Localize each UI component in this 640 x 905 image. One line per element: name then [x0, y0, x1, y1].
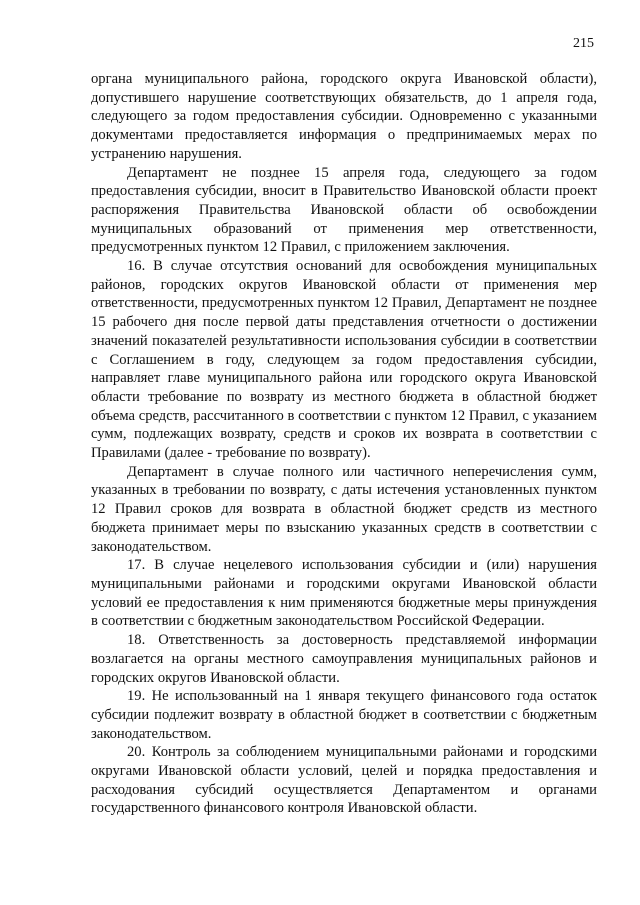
paragraph-department-deadline: Департамент не позднее 15 апреля года, следующего за годом предоставления субсидии, вносит в Правительство Ивановской области проект распоряжения Правительства Ивановской области об освобождении муниципальных образований от применения мер ответственности, предусмотренных пунктом 12 Правил, с приложением заключения.	[91, 164, 597, 256]
paragraph-clause-18: 18. Ответственность за достоверность представляемой информации возлагается на органы местного самоуправления муниципальных районов и городских округов Ивановской области.	[91, 632, 597, 686]
paragraph-clause-17: 17. В случае нецелевого использования субсидии и (или) нарушения муниципальными районами и городскими округами Ивановской области условий ее предоставления к ним применяются бюджетные меры принуждения в соответствии с бюджетным законодательством Российской Федерации.	[91, 557, 597, 630]
paragraph-department-recovery: Департамент в случае полного или частичного неперечисления сумм, указанных в требовании по возврату, с даты истечения установленных пунктом 12 Правил сроков для возврата в областной бюджет средств из местного бюджета принимает меры по взысканию указанных средств в соответствии с законодательством.	[91, 463, 597, 555]
paragraph-clause-19: 19. Не использованный на 1 января текущего финансового года остаток субсидии подлежит возврату в областной бюджет в соответствии с бюджетным законодательством.	[91, 688, 597, 742]
paragraph-continuation: органа муниципального района, городского округа Ивановской области), допустившего нарушение соответствующих обязательств, до 1 апреля года, следующего за годом предоставления субсидии. Одновременно с указанными документами предоставляется информация о предпринимаемых мерах по устранению нарушения.	[91, 71, 597, 162]
document-body	[91, 70, 597, 818]
paragraph-clause-16: 16. В случае отсутствия оснований для освобождения муниципальных районов, городских округов Ивановской области от применения мер ответственности, предусмотренных пунктом 12 Правил, Департамент не позднее 15 рабочего дня после первой даты представления отчетности о достижении значений показателей результативности использования субсидии в соответствии с Соглашением в году, следующем за годом предоставления субсидии, направляет главе муниципального района или городского округа Ивановской области требование по возврату из местного бюджета в областной бюджет объема средств, рассчитанного в соответствии с пунктом 12 Правил, с указанием сумм, подлежащих возврату, средств и сроков их возврата в соответствии с Правилами (далее - требование по возврату).	[91, 258, 597, 462]
page-number: 215	[573, 36, 594, 51]
paragraph-clause-20: 20. Контроль за соблюдением муниципальными районами и городскими округами Ивановской области условий, целей и порядка предоставления и расходования субсидий осуществляется Департаментом и органами государственного финансового контроля Ивановской области.	[91, 744, 597, 817]
